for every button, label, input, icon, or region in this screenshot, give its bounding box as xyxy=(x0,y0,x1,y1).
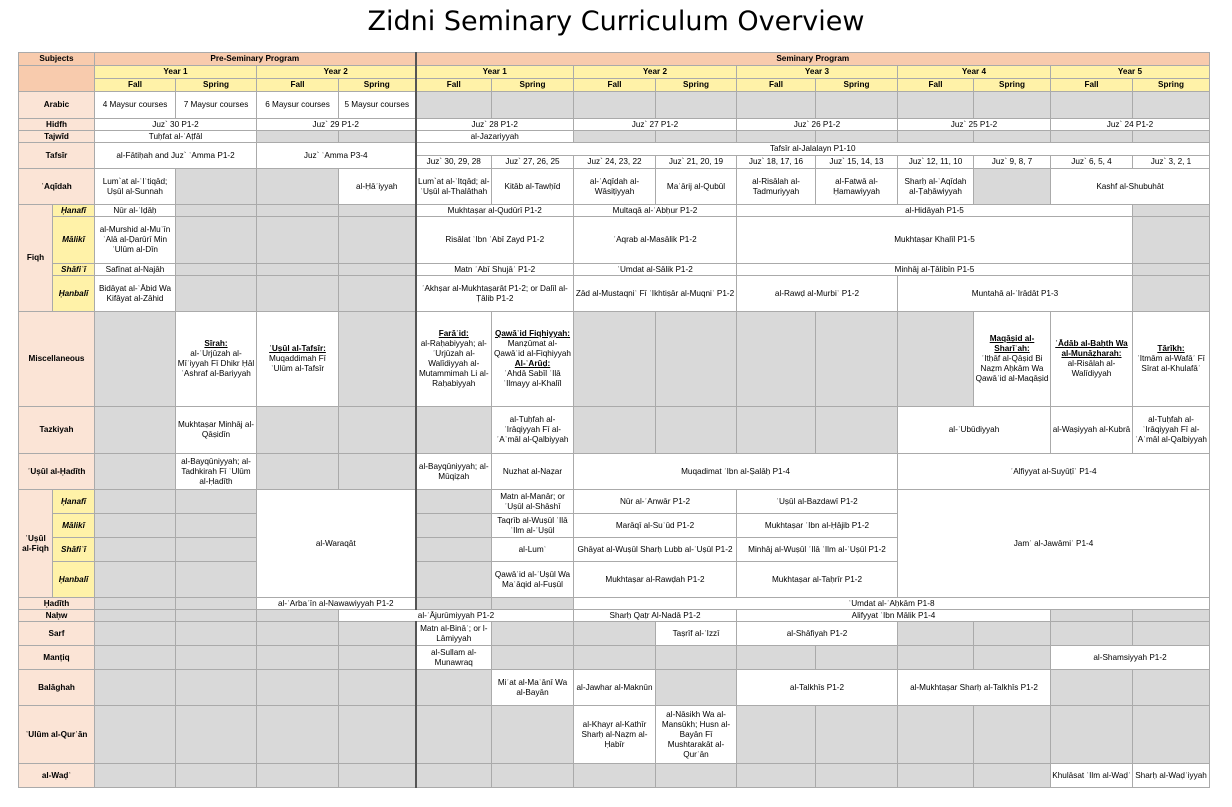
term-spring: Spring xyxy=(816,79,898,92)
course-cell: Kitāb al-Tawḥīd xyxy=(492,169,574,205)
term-spring: Spring xyxy=(656,79,737,92)
empty-cell xyxy=(898,646,974,670)
course-cell: al-Mukhtaṣar Sharḥ al-Talkhīs P1-2 xyxy=(898,670,1051,706)
empty-cell xyxy=(176,276,257,312)
empty-cell xyxy=(176,622,257,646)
course-cell: ʾAqrab al-Masālik P1-2 xyxy=(574,217,737,264)
course-cell: al-Shāfiyah P1-2 xyxy=(737,622,898,646)
subject-tajwid: Tajwīd xyxy=(19,131,95,143)
empty-cell xyxy=(816,764,898,788)
course-cell: Matn al-Bināʾ; or l-Lāmiyyah xyxy=(416,622,492,646)
course-cell: Safīnat al-Najāh xyxy=(95,264,176,276)
sem-year-2: Year 2 xyxy=(574,66,737,79)
empty-cell xyxy=(737,764,816,788)
empty-cell xyxy=(898,706,974,764)
course-cell: Multaqā al-ʾAbḥur P1-2 xyxy=(574,205,737,217)
empty-cell xyxy=(416,598,492,610)
course-cell: Juz` 24, 23, 22 xyxy=(574,156,656,169)
empty-cell xyxy=(737,92,816,119)
course-cell: 5 Maysur courses xyxy=(339,92,416,119)
course-cell: al-Talkhīs P1-2 xyxy=(737,670,898,706)
course-cell: Juz` 24 P1-2 xyxy=(1051,119,1210,131)
empty-cell xyxy=(574,131,656,143)
empty-cell xyxy=(898,131,974,143)
course-cell: Ghāyat al-Wuṣūl Sharḥ Lubb al-ʾUṣūl P1-2 xyxy=(574,538,737,562)
empty-cell xyxy=(1133,131,1210,143)
empty-cell xyxy=(737,706,816,764)
course-cell: Juz` ʿAmma P3-4 xyxy=(257,143,416,169)
empty-cell xyxy=(176,514,257,538)
empty-cell xyxy=(974,764,1051,788)
empty-cell xyxy=(974,706,1051,764)
empty-cell xyxy=(974,646,1051,670)
term-fall: Fall xyxy=(416,79,492,92)
course-cell: ʾUṣūl al-Tafsīr: Muqaddimah Fī ʿUlūm al-Tafsīr xyxy=(257,312,339,407)
course-cell: 4 Maysur courses xyxy=(95,92,176,119)
empty-cell xyxy=(257,764,339,788)
term-fall: Fall xyxy=(737,79,816,92)
course-cell: Sharḥ Qaṭr Al-Nadā P1-2 xyxy=(574,610,737,622)
course-cell: Juz` 6, 5, 4 xyxy=(1051,156,1133,169)
empty-cell xyxy=(492,598,574,610)
empty-cell xyxy=(656,670,737,706)
subject-usul-al-fiqh: ʾUṣūl al-Fiqh xyxy=(19,490,53,598)
empty-cell xyxy=(737,407,816,454)
subject-balaghah: Balāghah xyxy=(19,670,95,706)
empty-cell xyxy=(1051,706,1133,764)
course-cell: Juz` 21, 20, 19 xyxy=(656,156,737,169)
course-cell: al-Rawḍ al-Murbiʿ P1-2 xyxy=(737,276,898,312)
sem-year-5: Year 5 xyxy=(1051,66,1210,79)
subject-nahw: Naḥw xyxy=(19,610,95,622)
course-cell: Mukhtaṣar Minhāj al-Qāṣidīn xyxy=(176,407,257,454)
madhhab-shafii: Shāfiʿī xyxy=(53,264,95,276)
empty-cell xyxy=(339,264,416,276)
term-fall: Fall xyxy=(1051,79,1133,92)
empty-cell xyxy=(656,764,737,788)
course-cell: Juz` 3, 2, 1 xyxy=(1133,156,1210,169)
course-cell: Nuzhat al-Naẓar xyxy=(492,454,574,490)
empty-cell xyxy=(95,670,176,706)
subject-hidfh: Hidfh xyxy=(19,119,95,131)
course-cell: Juz` 27, 26, 25 xyxy=(492,156,574,169)
subject-hadith: Ḥadīth xyxy=(19,598,95,610)
empty-cell xyxy=(257,217,339,264)
course-cell: Juz` 30 P1-2 xyxy=(95,119,257,131)
course-cell: Zād al-Mustaqniʿ Fī ʾIkhtiṣār al-Muqniʿ P1-2 xyxy=(574,276,737,312)
madhhab-maliki: Mālikī xyxy=(53,217,95,264)
empty-cell xyxy=(176,670,257,706)
course-cell: Qawāʿid Fiqhiyyah: Manẓūmat al-Qawāʿid al-Fiqhiyyah Al-ʿArūḍ: ʾAhdā Sabīl ʾIlā ʿIlmayy al-Khalīl xyxy=(492,312,574,407)
empty-cell xyxy=(257,670,339,706)
course-cell: ʿUmdat al-Sālik P1-2 xyxy=(574,264,737,276)
empty-cell xyxy=(339,205,416,217)
empty-cell xyxy=(339,131,416,143)
course-cell: Muqadimat ʾIbn al-Ṣalāḥ P1-4 xyxy=(574,454,898,490)
empty-cell xyxy=(95,562,176,598)
empty-cell xyxy=(176,538,257,562)
course-cell: al-Jawhar al-Maknūn xyxy=(574,670,656,706)
empty-cell xyxy=(339,276,416,312)
empty-cell xyxy=(816,706,898,764)
course-cell: Miʾat al-Maʿānī Wa al-Bayān xyxy=(492,670,574,706)
term-spring: Spring xyxy=(176,79,257,92)
course-cell: ʾAkhṣar al-Mukhtaṣarāt P1-2; or Dalīl al-Ṭālib P1-2 xyxy=(416,276,574,312)
empty-cell xyxy=(1051,610,1133,622)
empty-cell xyxy=(1051,622,1133,646)
course-cell: ʾUṣūl al-Bazdawī P1-2 xyxy=(737,490,898,514)
course-cell: Kashf al-Shubuhāt xyxy=(1051,169,1210,205)
empty-cell xyxy=(656,312,737,407)
empty-cell xyxy=(416,514,492,538)
empty-cell xyxy=(574,92,656,119)
course-cell: Mukhtaṣar al-Rawḍah P1-2 xyxy=(574,562,737,598)
empty-cell xyxy=(737,131,816,143)
course-cell: Sharḥ al-Waḍʿiyyah xyxy=(1133,764,1210,788)
empty-cell xyxy=(176,490,257,514)
course-cell: Mukhtaṣar al-Taḥrīr P1-2 xyxy=(737,562,898,598)
course-cell: Maqāṣid al-Sharīʿah: ʾItḥāf al-Qāṣid Bi Naẓm Aḥkām Wa Qawāʿid al-Maqāṣid xyxy=(974,312,1051,407)
subject-miscellaneous: Miscellaneous xyxy=(19,312,95,407)
empty-cell xyxy=(898,92,974,119)
madhhab-hanafi: Ḥanafī xyxy=(53,490,95,514)
empty-cell xyxy=(95,622,176,646)
empty-cell xyxy=(257,131,339,143)
course-cell: Juz` 26 P1-2 xyxy=(737,119,898,131)
empty-cell xyxy=(176,217,257,264)
empty-cell xyxy=(339,764,416,788)
course-cell: Marāqī al-Suʿūd P1-2 xyxy=(574,514,737,538)
empty-cell xyxy=(1133,276,1210,312)
course-cell: al-Shamsiyyah P1-2 xyxy=(1051,646,1210,670)
empty-cell xyxy=(339,646,416,670)
empty-cell xyxy=(974,169,1051,205)
empty-cell xyxy=(95,312,176,407)
empty-cell xyxy=(574,646,656,670)
empty-cell xyxy=(95,598,176,610)
empty-cell xyxy=(95,610,176,622)
course-cell: al-Sullam al-Munawraq xyxy=(416,646,492,670)
empty-cell xyxy=(1133,670,1210,706)
course-cell: Juz` 9, 8, 7 xyxy=(974,156,1051,169)
empty-cell xyxy=(656,646,737,670)
term-spring: Spring xyxy=(1133,79,1210,92)
empty-cell xyxy=(257,264,339,276)
empty-cell xyxy=(1051,131,1133,143)
course-cell: Juz` 18, 17, 16 xyxy=(737,156,816,169)
empty-cell xyxy=(898,622,974,646)
page-title: Zidni Seminary Curriculum Overview xyxy=(367,6,865,37)
empty-cell xyxy=(1133,92,1210,119)
empty-cell xyxy=(176,169,257,205)
empty-cell xyxy=(95,706,176,764)
empty-cell xyxy=(95,538,176,562)
empty-cell xyxy=(339,217,416,264)
course-cell: al-Tuḥfah al-ʿIrāqiyyah Fī al-ʾAʿmāl al-Qalbiyyah xyxy=(492,407,574,454)
empty-cell xyxy=(416,562,492,598)
empty-cell xyxy=(339,312,416,407)
term-spring: Spring xyxy=(492,79,574,92)
empty-cell xyxy=(339,454,416,490)
empty-cell xyxy=(574,407,656,454)
course-cell: al-Bayqūniyyah; al-Mūqiẓah xyxy=(416,454,492,490)
subjects-header: Subjects xyxy=(19,53,95,66)
course-cell: Juz` 29 P1-2 xyxy=(257,119,416,131)
course-cell: al-Bayqūniyyah; al-Tadhkirah Fī ʿUlūm al-Ḥadīth xyxy=(176,454,257,490)
madhhab-hanbali: Ḥanbalī xyxy=(53,562,95,598)
empty-cell xyxy=(656,92,737,119)
course-cell: Taṣrīf al-ʿIzzī xyxy=(656,622,737,646)
subject-mantiq: Manṭiq xyxy=(19,646,95,670)
course-cell: Juz` 27 P1-2 xyxy=(574,119,737,131)
course-cell: Jamʿ al-Jawāmiʿ P1-4 xyxy=(898,490,1210,598)
empty-cell xyxy=(816,646,898,670)
pre-seminary-header: Pre-Seminary Program xyxy=(95,53,416,66)
empty-cell xyxy=(257,646,339,670)
empty-cell xyxy=(176,598,257,610)
course-cell: Nūr al-ʾAnwār P1-2 xyxy=(574,490,737,514)
madhhab-maliki: Mālikī xyxy=(53,514,95,538)
subject-al-wad: al-Waḍʿ xyxy=(19,764,95,788)
empty-cell xyxy=(95,454,176,490)
empty-cell xyxy=(257,407,339,454)
empty-cell xyxy=(257,610,339,622)
course-cell: al-Risālah al-Tadmuriyyah xyxy=(737,169,816,205)
course-cell: Risālat ʿIbn ʾAbī Zayd P1-2 xyxy=(416,217,574,264)
madhhab-hanafi: Ḥanafī xyxy=(53,205,95,217)
course-cell: Minhāj al-Wuṣūl ʾIlā ʿIlm al-ʾUṣūl P1-2 xyxy=(737,538,898,562)
pre-year-2: Year 2 xyxy=(257,66,416,79)
term-fall: Fall xyxy=(95,79,176,92)
term-spring: Spring xyxy=(339,79,416,92)
empty-cell xyxy=(339,407,416,454)
empty-cell xyxy=(974,131,1051,143)
course-cell: al-Lumʿ xyxy=(492,538,574,562)
empty-cell xyxy=(974,622,1051,646)
pre-year-1: Year 1 xyxy=(95,66,257,79)
sem-year-4: Year 4 xyxy=(898,66,1051,79)
course-cell: al-Nāsikh Wa al-Mansūkh; Husn al-Bayān Fī Mushtarakāt al-Qurʾān xyxy=(656,706,737,764)
empty-cell xyxy=(95,646,176,670)
empty-cell xyxy=(816,407,898,454)
course-cell: Tafsīr al-Jalalayn P1-10 xyxy=(416,143,1210,156)
course-cell: al-ʾĀjurūmiyyah P1-2 xyxy=(339,610,574,622)
empty-cell xyxy=(416,538,492,562)
empty-cell xyxy=(974,92,1051,119)
empty-cell xyxy=(176,264,257,276)
subject-aqidah: ʿAqīdah xyxy=(19,169,95,205)
empty-cell xyxy=(416,670,492,706)
empty-cell xyxy=(176,706,257,764)
course-cell: al-Waraqāt xyxy=(257,490,416,598)
empty-cell xyxy=(898,764,974,788)
subject-arabic: Arabic xyxy=(19,92,95,119)
empty-cell xyxy=(95,514,176,538)
term-fall: Fall xyxy=(257,79,339,92)
course-cell: Juz` 12, 11, 10 xyxy=(898,156,974,169)
course-cell: Muntahā al-ʾIrādāt P1-3 xyxy=(898,276,1133,312)
empty-cell xyxy=(257,454,339,490)
course-cell: al-Waṣiyyah al-Kubrā xyxy=(1051,407,1133,454)
empty-cell xyxy=(176,646,257,670)
empty-cell xyxy=(339,706,416,764)
subject-tafsir: Tafsīr xyxy=(19,143,95,169)
empty-cell xyxy=(1133,622,1210,646)
course-cell: 7 Maysur courses xyxy=(176,92,257,119)
empty-cell xyxy=(656,407,737,454)
course-cell: al-ʿUbūdiyyah xyxy=(898,407,1051,454)
empty-cell xyxy=(492,706,574,764)
empty-cell xyxy=(95,490,176,514)
empty-cell xyxy=(816,92,898,119)
empty-cell xyxy=(416,92,492,119)
empty-cell xyxy=(737,646,816,670)
course-cell: Bidāyat al-ʿĀbid Wa Kifāyat al-Zāhid xyxy=(95,276,176,312)
subject-sarf: Sarf xyxy=(19,622,95,646)
subject-tazkiyah: Tazkiyah xyxy=(19,407,95,454)
empty-cell xyxy=(339,670,416,706)
term-fall: Fall xyxy=(574,79,656,92)
empty-cell xyxy=(574,764,656,788)
course-cell: Mukhtaṣar ʾIbn al-Ḥājib P1-2 xyxy=(737,514,898,538)
course-cell: al-Hidāyah P1-5 xyxy=(737,205,1133,217)
course-cell: al-ʿAqīdah al-Wāsiṭiyyah xyxy=(574,169,656,205)
empty-cell xyxy=(492,646,574,670)
curriculum-table xyxy=(18,52,1210,788)
course-cell: al-Jazariyyah xyxy=(416,131,574,143)
empty-cell xyxy=(339,622,416,646)
empty-cell xyxy=(492,764,574,788)
madhhab-shafii: Shāfiʿī xyxy=(53,538,95,562)
course-cell: Sīrah: al-ʾUrjūzah al-Mīʾiyyah Fī Dhikr Ḥāl ʾAshraf al-Bariyyah xyxy=(176,312,257,407)
empty-cell xyxy=(898,312,974,407)
empty-cell xyxy=(574,312,656,407)
course-cell: Lum`at al-ʿIʿtiqād; Uṣūl al-Sunnah xyxy=(95,169,176,205)
empty-cell xyxy=(656,131,737,143)
course-cell: al-Tuḥfah al-ʿIrāqiyyah Fī al-ʾAʿmāl al-Qalbiyyah xyxy=(1133,407,1210,454)
empty-cell xyxy=(416,764,492,788)
course-cell: Taqrīb al-Wuṣūl ʾIlā ʿIlm al-ʾUṣūl xyxy=(492,514,574,538)
seminary-header: Seminary Program xyxy=(416,53,1210,66)
course-cell: Maʿārij al-Qubūl xyxy=(656,169,737,205)
empty-cell xyxy=(257,205,339,217)
course-cell: Juz` 30, 29, 28 xyxy=(416,156,492,169)
empty-cell xyxy=(95,764,176,788)
empty-cell xyxy=(257,169,339,205)
empty-cell xyxy=(1051,92,1133,119)
course-cell: ʾAlfiyyat al-Suyūṭīʾ P1-4 xyxy=(898,454,1210,490)
course-cell: Khulāsat ʿIlm al-Waḍʿ xyxy=(1051,764,1133,788)
empty-cell xyxy=(1051,670,1133,706)
sem-year-1: Year 1 xyxy=(416,66,574,79)
course-cell: al-Khayr al-Kathīr Sharḥ al-Naẓm al-Ḥabīr xyxy=(574,706,656,764)
course-cell: al-Fātiḥah and Juz` ʿAmma P1-2 xyxy=(95,143,257,169)
empty-cell xyxy=(176,562,257,598)
course-cell: Nūr al-ʾIḍāḥ xyxy=(95,205,176,217)
course-cell: Alifyyat ʾIbn Mālik P1-4 xyxy=(737,610,1051,622)
empty-cell xyxy=(1133,264,1210,276)
course-cell: Mukhtaṣar al-Qudūrī P1-2 xyxy=(416,205,574,217)
empty-cell xyxy=(176,764,257,788)
course-cell: Sharḥ al-ʿAqīdah al-Ṭaḥāwiyyah xyxy=(898,169,974,205)
madhhab-hanbali: Ḥanbalī xyxy=(53,276,95,312)
course-cell: Lum`at al-ʿItqād; al-ʾUṣūl al-Thalāthah xyxy=(416,169,492,205)
course-cell: Tārīkh: ʾItmām al-Wafāʾ Fī Sīrat al-Khulafāʾ xyxy=(1133,312,1210,407)
course-cell: Matn ʾAbī Shujāʿ P1-2 xyxy=(416,264,574,276)
empty-cell xyxy=(1133,706,1210,764)
course-cell: ʿUmdat al-ʾAḥkām P1-8 xyxy=(574,598,1210,610)
empty-cell xyxy=(816,312,898,407)
empty-cell xyxy=(416,706,492,764)
empty-cell xyxy=(816,131,898,143)
subject-usul-al-hadith: ʾUṣūl al-Ḥadīth xyxy=(19,454,95,490)
course-cell: Tuḥfat al-ʾAṭfāl xyxy=(95,131,257,143)
empty-cell xyxy=(257,622,339,646)
course-cell: al-Fatwā al-Ḥamawiyyah xyxy=(816,169,898,205)
course-cell: al-Ḥāʾiyyah xyxy=(339,169,416,205)
term-fall: Fall xyxy=(898,79,974,92)
empty-cell xyxy=(1133,217,1210,264)
empty-cell xyxy=(1133,610,1210,622)
term-spring: Spring xyxy=(974,79,1051,92)
course-cell: Minhāj al-Ṭālibīn P1-5 xyxy=(737,264,1133,276)
empty-cell xyxy=(1133,205,1210,217)
course-cell: Matn al-Manār; or ʾUṣūl al-Shāshī xyxy=(492,490,574,514)
empty-cell xyxy=(416,490,492,514)
empty-cell xyxy=(257,706,339,764)
course-cell: al-ʾArbaʿīn al-Nawawiyyah P1-2 xyxy=(257,598,416,610)
empty-cell xyxy=(492,622,574,646)
course-cell: Juz` 15, 14, 13 xyxy=(816,156,898,169)
course-cell: Juz` 28 P1-2 xyxy=(416,119,574,131)
empty-cell xyxy=(176,205,257,217)
course-cell: Qawāʿid al-ʾUṣūl Wa Maʿāqid al-Fuṣūl xyxy=(492,562,574,598)
course-cell: Juz` 25 P1-2 xyxy=(898,119,1051,131)
empty-cell xyxy=(95,407,176,454)
course-cell: ʾĀdāb al-Baḥth Wa al-Munāẓharah: al-Risālah al-Walīdiyyah xyxy=(1051,312,1133,407)
empty-cell xyxy=(574,622,656,646)
course-cell: Farāʾid: al-Raḥabiyyah; al-ʾUrjūzah al-Walīdiyyah al-Mutammimah Li al-Raḥabiyyah xyxy=(416,312,492,407)
subject-ulum-al-quran: ʿUlūm al-Qurʾān xyxy=(19,706,95,764)
subject-fiqh: Fiqh xyxy=(19,205,53,312)
empty-cell xyxy=(416,407,492,454)
course-cell: 6 Maysur courses xyxy=(257,92,339,119)
empty-cell xyxy=(737,312,816,407)
empty-cell xyxy=(257,276,339,312)
empty-cell xyxy=(492,92,574,119)
course-cell: al-Murshid al-Muʿīn ʿAlā al-Ḍarūrī Min ʿUlūm al-Dīn xyxy=(95,217,176,264)
sem-year-3: Year 3 xyxy=(737,66,898,79)
subjects-header-blank xyxy=(19,66,95,92)
empty-cell xyxy=(176,610,257,622)
course-cell: Mukhtaṣar Khalīl P1-5 xyxy=(737,217,1133,264)
